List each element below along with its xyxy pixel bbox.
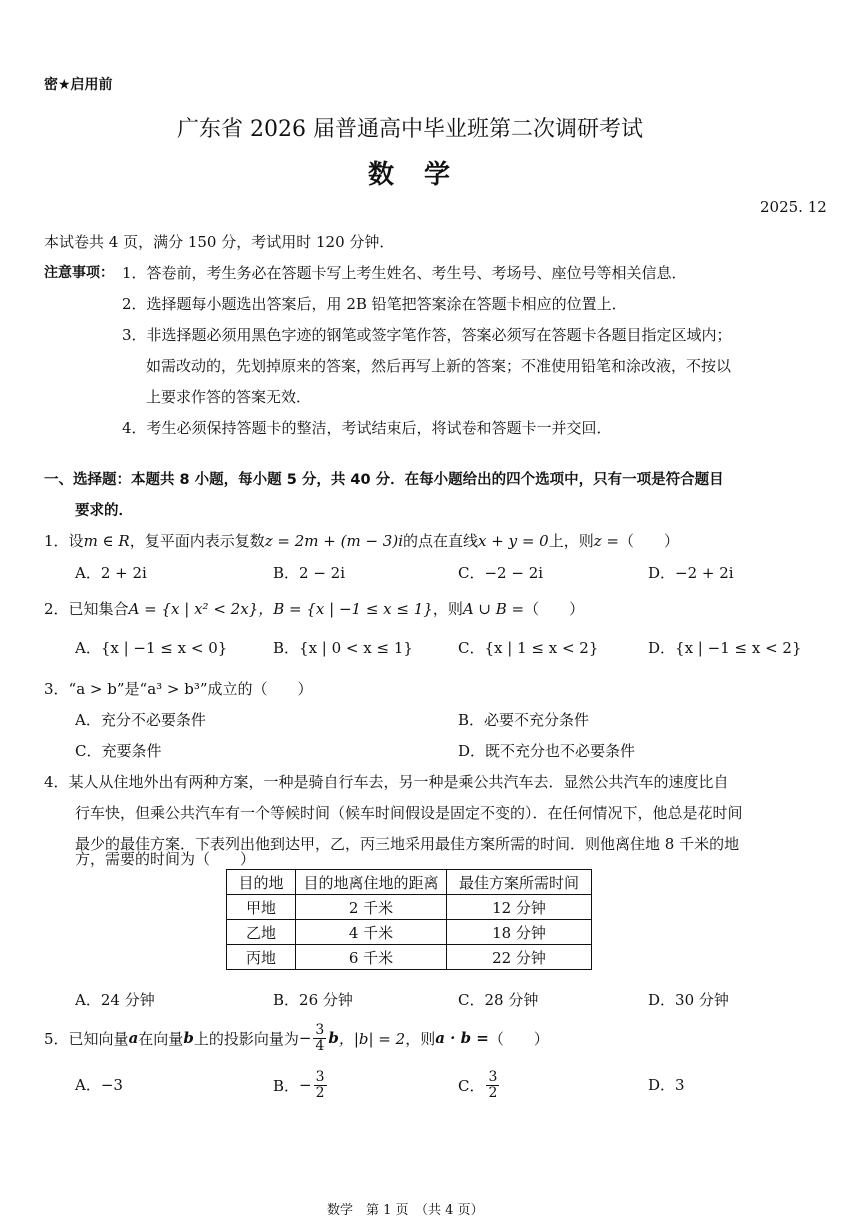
q3-option-d: D．既不充分也不必要条件 (458, 742, 636, 760)
table-header: 目的地离住地的距离 (296, 870, 447, 895)
question-5-stem (44, 1018, 549, 1058)
notice-item-2: 2．选择题每小题选出答案后，用 2B 铅笔把答案涂在答题卡相应的位置上． (122, 295, 627, 313)
q1-option-a: A．2 + 2i (75, 564, 147, 582)
q5-vector-b2: b (328, 1029, 339, 1047)
question-4-line-2: 行车快，但乘公共汽车有一个等候时间（候车时间假设是固定不变的）．在任何情况下，他总是花时间 (75, 804, 743, 822)
table-cell: 2 千米 (296, 895, 447, 920)
q5-option-d: D．3 (648, 1076, 685, 1094)
q5-option-c (458, 1063, 501, 1107)
question-3-stem (44, 678, 313, 699)
exam-date: 2025. 12 (760, 198, 827, 216)
q5-option-b-fraction (314, 1070, 327, 1100)
table-header: 最佳方案所需时间 (447, 870, 592, 895)
question-1-stem (44, 530, 679, 551)
q2-set-b: ，B = {x | −1 ≤ x ≤ 1} (258, 600, 433, 618)
q1-math-ask: z = (593, 532, 619, 550)
q3-option-a: A．充分不必要条件 (75, 711, 206, 729)
q2-text-b: ，则 (432, 600, 463, 618)
q2-set-a: A = {x | x² < 2x} (128, 600, 259, 618)
q4-option-d: D．30 分钟 (648, 991, 729, 1009)
notice-label: 注意事项： (44, 265, 114, 281)
section-heading: 一、选择题：本题共 8 小题，每小题 5 分，共 40 分．在每小题给出的四个选项中，只有一项是符合题目 (44, 472, 724, 488)
q5-text-d: ，则 (405, 1029, 436, 1048)
q4-option-b: B．26 分钟 (273, 991, 353, 1009)
q5-text-b: 在向量 (138, 1029, 184, 1048)
q1-math-z: z = 2m + (m − 3)i (264, 532, 404, 550)
q5-text-c: 上的投影向量为 (193, 1029, 299, 1048)
q5-option-b-neg: − (299, 1076, 312, 1094)
q1-math-line: x + y = 0 (478, 532, 549, 550)
q2-number: 2． (44, 600, 69, 618)
q3-option-c: C．充要条件 (75, 742, 162, 760)
q5-option-a: A．−3 (75, 1076, 123, 1094)
q2-option-a: A．{x | −1 ≤ x < 0} (75, 639, 228, 657)
table-cell: 甲地 (227, 895, 296, 920)
question-4-line-3: 最少的最佳方案．下表列出他到达甲，乙，丙三地采用最佳方案所需的时间．则他离住地 8 千米的地 (75, 835, 740, 853)
q5-option-c-num: 3 (488, 1068, 498, 1085)
q2-option-d: D．{x | −1 ≤ x < 2} (648, 639, 802, 657)
q5-option-b (273, 1063, 329, 1107)
page-footer: 数学 第 1 页 （共 4 页） (327, 1203, 484, 1218)
question-4-line-1: 4．某人从住地外出有两种方案，一种是骑自行车去，另一种是乘公共汽车去．显然公共汽车的速度比自 (44, 773, 729, 791)
table-row (227, 920, 592, 945)
q1-paren: （ ） (618, 532, 679, 550)
q4-option-c: C．28 分钟 (458, 991, 539, 1009)
intro-text: 本试卷共 4 页，满分 150 分，考试用时 120 分钟． (44, 233, 395, 251)
table-cell: 乙地 (227, 920, 296, 945)
notice-item-3: 3．非选择题必须用黑色字迹的钢笔或签字笔作答，答案必须写在答题卡各题目指定区域内； (122, 326, 732, 344)
table-row (227, 895, 592, 920)
q2-option-c: C．{x | 1 ≤ x < 2} (458, 639, 599, 657)
table-cell: 丙地 (227, 945, 296, 970)
question-2-stem (44, 598, 584, 619)
section-heading-cont: 要求的． (75, 503, 133, 519)
q5-dot: a · b = (435, 1029, 489, 1047)
q5-norm: ，|b| = 2 (338, 1029, 406, 1048)
secret-label: 密★启用前 (44, 77, 113, 93)
subject-title: 数学 (368, 160, 481, 190)
table-cell: 4 千米 (296, 920, 447, 945)
q5-frac-den: 4 (315, 1037, 325, 1054)
notice-item-4: 4．考生必须保持答题卡的整洁，考试结束后，将试卷和答题卡一并交回． (122, 419, 612, 437)
q1-option-d: D．−2 + 2i (648, 564, 734, 582)
q2-option-b: B．{x | 0 < x ≤ 1} (273, 639, 413, 657)
q3-number: 3． (44, 680, 69, 698)
table-cell: 6 千米 (296, 945, 447, 970)
notice-item-3-end: 上要求作答的答案无效． (146, 388, 312, 406)
q5-neg: − (298, 1029, 312, 1047)
q3-option-b: B．必要不充分条件 (458, 711, 590, 729)
table-cell: 22 分钟 (447, 945, 592, 970)
q5-frac-num: 3 (315, 1021, 325, 1038)
table-header-row (227, 870, 592, 895)
q1-number: 1． (44, 532, 69, 550)
q2-paren: （ ） (524, 600, 585, 618)
q5-option-b-num: 3 (315, 1068, 325, 1085)
q5-vector-b: b (183, 1029, 194, 1047)
q1-text-a: 设 (68, 532, 84, 550)
table-cell: 12 分钟 (447, 895, 592, 920)
q5-fraction (313, 1023, 326, 1053)
q2-union: A ∪ B = (462, 600, 525, 618)
table-row (227, 945, 592, 970)
q1-text-d: 上，则 (548, 532, 594, 550)
table-cell: 18 分钟 (447, 920, 592, 945)
exam-title: 广东省 2026 届普通高中毕业班第二次调研考试 (177, 117, 643, 142)
q5-option-c-den: 2 (488, 1084, 498, 1101)
distance-time-table (226, 869, 592, 970)
q2-text-a: 已知集合 (68, 600, 129, 618)
q5-paren: （ ） (488, 1029, 549, 1048)
q4-option-a: A．24 分钟 (75, 991, 155, 1009)
q1-text-c: 的点在直线 (403, 532, 479, 550)
q5-option-b-den: 2 (315, 1084, 325, 1101)
q5-vector-a: a (128, 1029, 139, 1047)
table-header: 目的地 (227, 870, 296, 895)
question-4-line-4: 方，需要的时间为（ ） (75, 850, 256, 868)
q3-text: “a > b”是“a³ > b³”成立的（ ） (68, 680, 313, 698)
q5-number: 5． (44, 1029, 69, 1048)
q1-math-m: m ∈ R (83, 532, 130, 550)
notice-item-3-cont: 如需改动的，先划掉原来的答案，然后再写上新的答案；不准使用铅笔和涂改液，不按以 (146, 357, 732, 375)
q1-option-b: B．2 − 2i (273, 564, 346, 582)
q5-text-a: 已知向量 (68, 1029, 129, 1048)
q5-option-b-label: B． (273, 1076, 300, 1095)
q5-option-c-fraction (486, 1070, 499, 1100)
q1-option-c: C．−2 − 2i (458, 564, 544, 582)
q5-option-c-label: C． (458, 1076, 485, 1095)
q1-text-b: ，复平面内表示复数 (129, 532, 265, 550)
notice-item-1: 1．答卷前，考生务必在答题卡写上考生姓名、考生号、考场号、座位号等相关信息． (122, 264, 687, 282)
